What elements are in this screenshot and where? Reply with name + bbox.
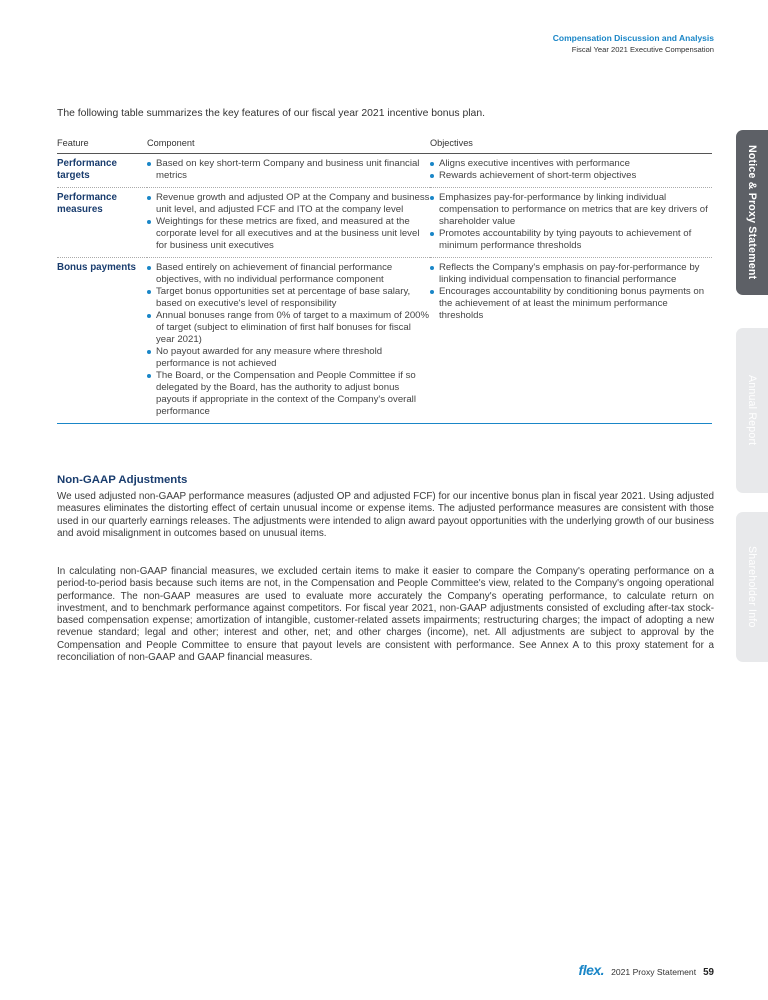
footer-doc-title: 2021 Proxy Statement bbox=[611, 967, 697, 977]
table-header-row bbox=[57, 133, 712, 154]
page-footer bbox=[579, 962, 714, 978]
section-title: Compensation Discussion and Analysis bbox=[552, 33, 714, 43]
objective-item: Emphasizes pay-for-performance by linking individual compensation to performance on metrics that are key drivers of shareholder value bbox=[430, 192, 712, 228]
side-tab-label: Annual Report bbox=[746, 375, 758, 446]
non-gaap-paragraph-2: In calculating non-GAAP financial measures, we excluded certain items to make it easier to compare the Company's operating performance on a period-to-period basis because such items are not, in the Compensation and People Committee's view, related to the Company's ongoing operational performance. The non-GAAP measures are used to evaluate more accurately the Company's operating performance, to calculate return on investment, and to benchmark performance against competitors. For fiscal year 2021, non-GAAP adjustments consisted of excluding after-tax stock-based compensation expense; amortization of intangible, customer-related assets impairments; restructuring charges; the impact of adopting a new revenue standard; legal and other; interest and other, net; and other charges (income), net. All adjustments are subject to approval by the Compensation and People Committee to ensure that payout levels are consistent with performance. See Annex A to this proxy statement for a reconciliation of non-GAAP and GAAP financial measures. bbox=[57, 566, 714, 664]
column-header-feature: Feature bbox=[57, 133, 147, 154]
non-gaap-paragraph-1: We used adjusted non-GAAP performance measures (adjusted OP and adjusted FCF) for our incentive bonus plan in fiscal year 2021. Using adjusted measures eliminates the distorting effect of certain unusual income or expense items. The adjusted performance measures are consistent with those used in our quarterly earnings releases. The adjustments were intended to align award payout opportunities with the underlying growth of our business and avoid misalignment in outcomes based on unusual items. bbox=[57, 491, 714, 539]
side-tab-label: Notice & Proxy Statement bbox=[746, 145, 758, 280]
objective-item: Aligns executive incentives with performance bbox=[430, 158, 712, 170]
component-item: Weightings for these metrics are fixed, and measured at the corporate level for all executives and at the business unit level for business unit executives bbox=[147, 216, 430, 252]
component-item: Annual bonuses range from 0% of target to a maximum of 200% of target (subject to elimination of first half bonuses for fiscal year 2021) bbox=[147, 310, 430, 346]
component-cell bbox=[147, 188, 430, 258]
objective-item: Promotes accountability by tying payouts to achievement of minimum performance thresholds bbox=[430, 228, 712, 252]
objectives-cell bbox=[430, 154, 712, 188]
objective-item: Reflects the Company's emphasis on pay-for-performance by linking individual compensation to financial performance bbox=[430, 262, 712, 286]
page-number: 59 bbox=[703, 967, 714, 978]
component-cell bbox=[147, 154, 430, 188]
bonus-plan-features-table bbox=[57, 133, 712, 424]
objective-item: Encourages accountability by conditioning bonus payments on the achievement of at least the minimum performance thresholds bbox=[430, 286, 712, 322]
page-header bbox=[553, 33, 714, 54]
component-cell bbox=[147, 258, 430, 424]
non-gaap-heading: Non-GAAP Adjustments bbox=[57, 474, 188, 486]
component-item: No payout awarded for any measure where threshold performance is not achieved bbox=[147, 346, 430, 370]
feature-cell: Performance targets bbox=[57, 154, 147, 188]
objectives-cell bbox=[430, 258, 712, 424]
column-header-component: Component bbox=[147, 133, 430, 154]
objective-item: Rewards achievement of short-term objectives bbox=[430, 170, 712, 182]
intro-text: The following table summarizes the key features of our fiscal year 2021 incentive bonus plan. bbox=[57, 108, 485, 119]
table-row bbox=[57, 258, 712, 424]
table-row bbox=[57, 154, 712, 188]
side-tab-label: Shareholder Info bbox=[746, 546, 758, 628]
side-tab-notice-proxy-statement[interactable] bbox=[736, 130, 768, 295]
objectives-cell bbox=[430, 188, 712, 258]
component-item: Revenue growth and adjusted OP at the Company and business unit level, and adjusted FCF and ITO at the company level bbox=[147, 192, 430, 216]
subsection-title: Fiscal Year 2021 Executive Compensation bbox=[571, 45, 714, 54]
table-row bbox=[57, 188, 712, 258]
feature-cell: Bonus payments bbox=[57, 258, 147, 424]
component-item: Based on key short-term Company and business unit financial metrics bbox=[147, 158, 430, 182]
flex-logo: flex. bbox=[578, 962, 605, 978]
column-header-objectives: Objectives bbox=[430, 133, 712, 154]
component-item: Target bonus opportunities set at percentage of base salary, based on executive's level of responsibility bbox=[147, 286, 430, 310]
feature-cell: Performance measures bbox=[57, 188, 147, 258]
component-item: The Board, or the Compensation and People Committee if so delegated by the Board, has the authority to adjust bonus payouts if appropriate in the context of the Company's overall performance bbox=[147, 370, 430, 418]
side-tab-shareholder-info[interactable] bbox=[736, 512, 768, 662]
side-tab-annual-report[interactable] bbox=[736, 328, 768, 493]
component-item: Based entirely on achievement of financial performance objectives, with no individual performance component bbox=[147, 262, 430, 286]
